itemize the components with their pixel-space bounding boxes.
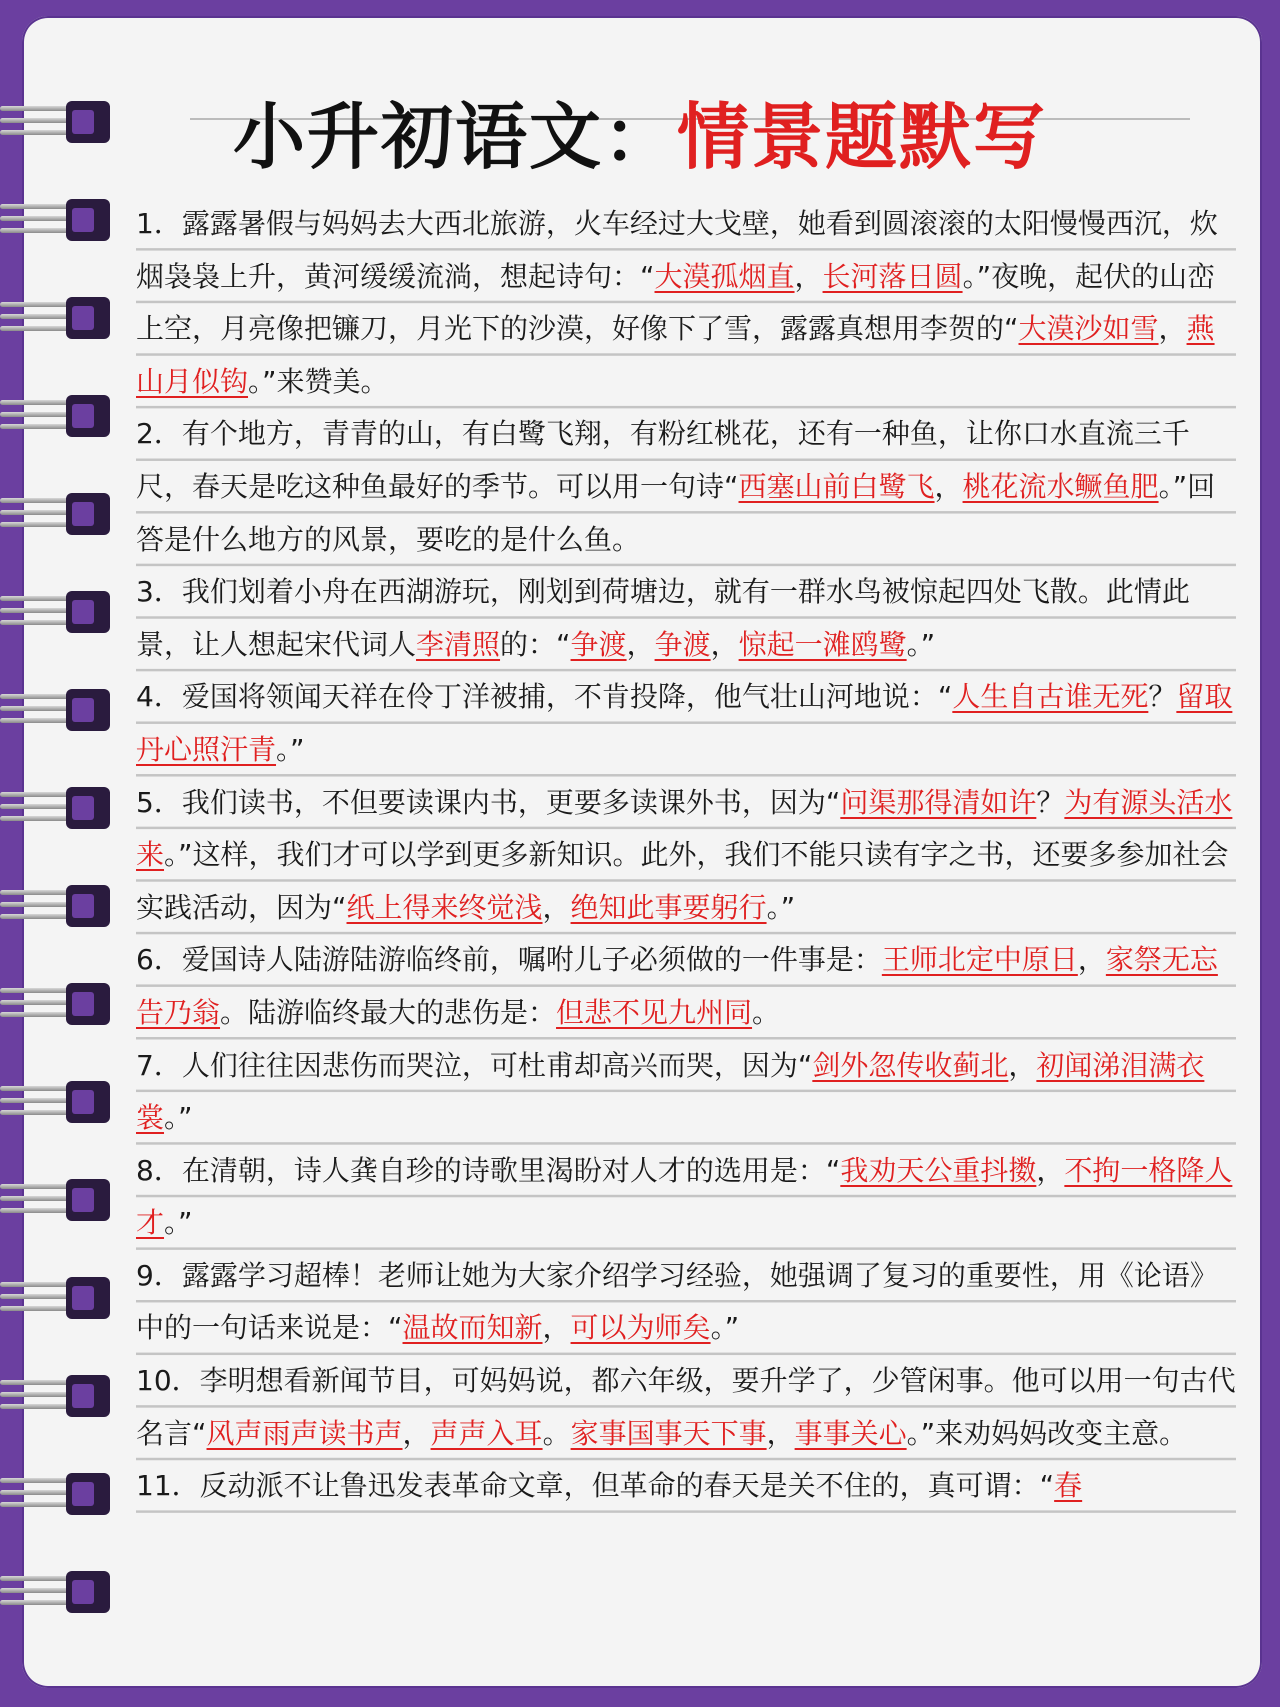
answer-text: 李清照 xyxy=(416,627,501,661)
answer-text: 初闻涕泪满衣裳 xyxy=(136,1048,1205,1135)
question-text: ， xyxy=(1077,943,1106,977)
question-item xyxy=(136,777,1236,935)
spiral-binding xyxy=(0,0,120,1707)
answer-text: 家事国事天下事 xyxy=(570,1416,767,1450)
question-text: 的：“ xyxy=(500,627,571,661)
question-item xyxy=(136,198,1236,408)
answer-text: 西塞山前白鹭飞 xyxy=(738,469,935,503)
question-text: 3．我们划着小舟在西湖游玩，刚划到荷塘边，就有一群水鸟被惊起四处飞散。此情此景，让人想起宋代词人 xyxy=(136,575,1190,661)
question-text: 6．爱国诗人陆游陆游临终前，嘱咐儿子必须做的一件事是： xyxy=(136,943,882,977)
title-red: 情景题默写 xyxy=(677,94,1048,179)
question-text: ， xyxy=(766,1416,795,1450)
answer-text: 绝知此事要躬行 xyxy=(570,890,767,924)
binding-ring xyxy=(0,784,110,832)
binding-ring xyxy=(0,588,110,636)
binding-ring xyxy=(0,1078,110,1126)
question-text: ， xyxy=(626,627,655,661)
question-text: 1．露露暑假与妈妈去大西北旅游，火车经过大戈壁，她看到圆滚滚的太阳慢慢西沉，炊烟袅袅上升，黄河缓缓流淌，想起诗句：“ xyxy=(136,207,1218,293)
question-text: 9．露露学习超棒！老师让她为大家介绍学习经验，她强调了复习的重要性，用《论语》中的一句话来说是：“ xyxy=(136,1258,1218,1345)
question-text: ， xyxy=(542,890,571,924)
question-item xyxy=(136,1250,1236,1355)
question-item xyxy=(136,934,1236,1039)
answer-text: 不拘一格降人才 xyxy=(136,1153,1233,1240)
binding-ring xyxy=(0,686,110,734)
answer-text: 长河落日圆 xyxy=(822,259,963,293)
answer-text: 家祭无忘告乃翁 xyxy=(136,943,1218,1029)
question-text: 。 xyxy=(752,995,781,1029)
question-text: 。” xyxy=(164,1101,193,1135)
question-text: ？ xyxy=(1036,785,1065,819)
binding-ring xyxy=(0,1274,110,1322)
question-text: ， xyxy=(542,1311,571,1345)
answer-text: 为有源头活水来 xyxy=(136,785,1233,872)
question-text: 7．人们往往因悲伤而哭泣，可杜甫却高兴而哭，因为“ xyxy=(136,1048,813,1082)
answer-text: 但悲不见九州同 xyxy=(556,995,753,1029)
answer-text: 事事关心 xyxy=(794,1416,907,1450)
answer-text: 争渡 xyxy=(654,627,711,661)
binding-ring xyxy=(0,882,110,930)
answer-text: 我劝天公重抖擞 xyxy=(840,1153,1037,1187)
question-text: 。” xyxy=(766,890,796,924)
question-text: 。” xyxy=(276,732,305,766)
question-text: 11．反动派不让鲁迅发表革命文章，但革命的春天是关不住的，真可谓：“ xyxy=(136,1469,1055,1503)
question-text: ， xyxy=(1036,1153,1065,1187)
answer-text: 大漠沙如雪 xyxy=(1018,312,1159,346)
question-text: ？ xyxy=(1148,680,1177,714)
question-item xyxy=(136,1460,1236,1513)
question-text: 。” xyxy=(164,1206,193,1240)
question-item xyxy=(136,1355,1236,1460)
answer-text: 剑外忽传收蓟北 xyxy=(812,1048,1009,1082)
question-text: ， xyxy=(934,469,963,503)
question-text: 5．我们读书，不但要读课内书，更要多读课外书，因为“ xyxy=(136,785,841,819)
question-item xyxy=(136,671,1236,776)
question-text: 。” xyxy=(710,1311,740,1345)
binding-ring xyxy=(0,1568,110,1616)
answer-text: 惊起一滩鸥鹭 xyxy=(738,627,907,661)
question-text: ， xyxy=(1158,312,1187,346)
question-text: 4．爱国将领闻天祥在伶丁洋被捕，不肯投降，他气壮山河地说：“ xyxy=(136,680,953,714)
page-title xyxy=(0,92,1280,182)
binding-ring xyxy=(0,1176,110,1224)
binding-ring xyxy=(0,980,110,1028)
question-text: 。 xyxy=(542,1416,571,1450)
answer-text: 燕山月似钩 xyxy=(136,312,1215,398)
binding-ring xyxy=(0,1470,110,1518)
question-item xyxy=(136,1145,1236,1250)
answer-text: 大漠孤烟直 xyxy=(654,259,795,293)
question-text: 10．李明想看新闻节目，可妈妈说，都六年级，要升学了，少管闲事。他可以用一句古代名言“ xyxy=(136,1364,1236,1450)
question-item xyxy=(136,1040,1236,1145)
answer-text: 温故而知新 xyxy=(402,1311,543,1345)
answer-text: 争渡 xyxy=(570,627,627,661)
answer-text: 风声雨声读书声 xyxy=(206,1416,403,1450)
question-text: 。” xyxy=(906,627,936,661)
question-text: ， xyxy=(1008,1048,1037,1082)
question-text: 。”来劝妈妈改变主意。 xyxy=(906,1416,1188,1450)
answer-text: 春 xyxy=(1054,1469,1083,1503)
question-text: 。陆游临终最大的悲伤是： xyxy=(220,995,557,1029)
answer-text: 王师北定中原日 xyxy=(881,943,1078,977)
answer-text: 纸上得来终觉浅 xyxy=(346,890,543,924)
binding-ring xyxy=(0,490,110,538)
binding-ring xyxy=(0,294,110,342)
answer-text: 问渠那得清如许 xyxy=(840,785,1037,819)
question-list xyxy=(136,198,1236,1513)
question-text: 。”回答是什么地方的风景，要吃的是什么鱼。 xyxy=(136,469,1216,556)
question-text: ， xyxy=(402,1416,431,1450)
answer-text: 桃花流水鳜鱼肥 xyxy=(962,469,1159,503)
question-text: 8．在清朝，诗人龚自珍的诗歌里渴盼对人才的选用是：“ xyxy=(136,1153,841,1187)
question-text: 。”夜晚，起伏的山峦上空，月亮像把镰刀，月光下的沙漠，好像下了雪，露露真想用李贺的“ xyxy=(136,259,1216,346)
answer-text: 人生自古谁无死 xyxy=(952,680,1149,714)
answer-text: 可以为师矣 xyxy=(570,1311,711,1345)
question-text: ， xyxy=(794,259,823,293)
question-item xyxy=(136,408,1236,566)
question-text: 。”来赞美。 xyxy=(248,364,389,398)
question-text: 。”这样，我们才可以学到更多新知识。此外，我们不能只读有字之书，还要多参加社会实践活动，因为“ xyxy=(136,838,1229,924)
question-item xyxy=(136,566,1236,671)
binding-ring xyxy=(0,392,110,440)
title-black: 小升初语文： xyxy=(232,94,677,179)
question-text: 2．有个地方，青青的山，有白鹭飞翔，有粉红桃花，还有一种鱼，让你口水直流三千尺，春天是吃这种鱼最好的季节。可以用一句诗“ xyxy=(136,417,1190,503)
binding-ring xyxy=(0,1372,110,1420)
question-text: ， xyxy=(710,627,739,661)
answer-text: 声声入耳 xyxy=(430,1416,543,1450)
binding-ring xyxy=(0,196,110,244)
answer-text: 留取丹心照汗青 xyxy=(136,680,1233,766)
